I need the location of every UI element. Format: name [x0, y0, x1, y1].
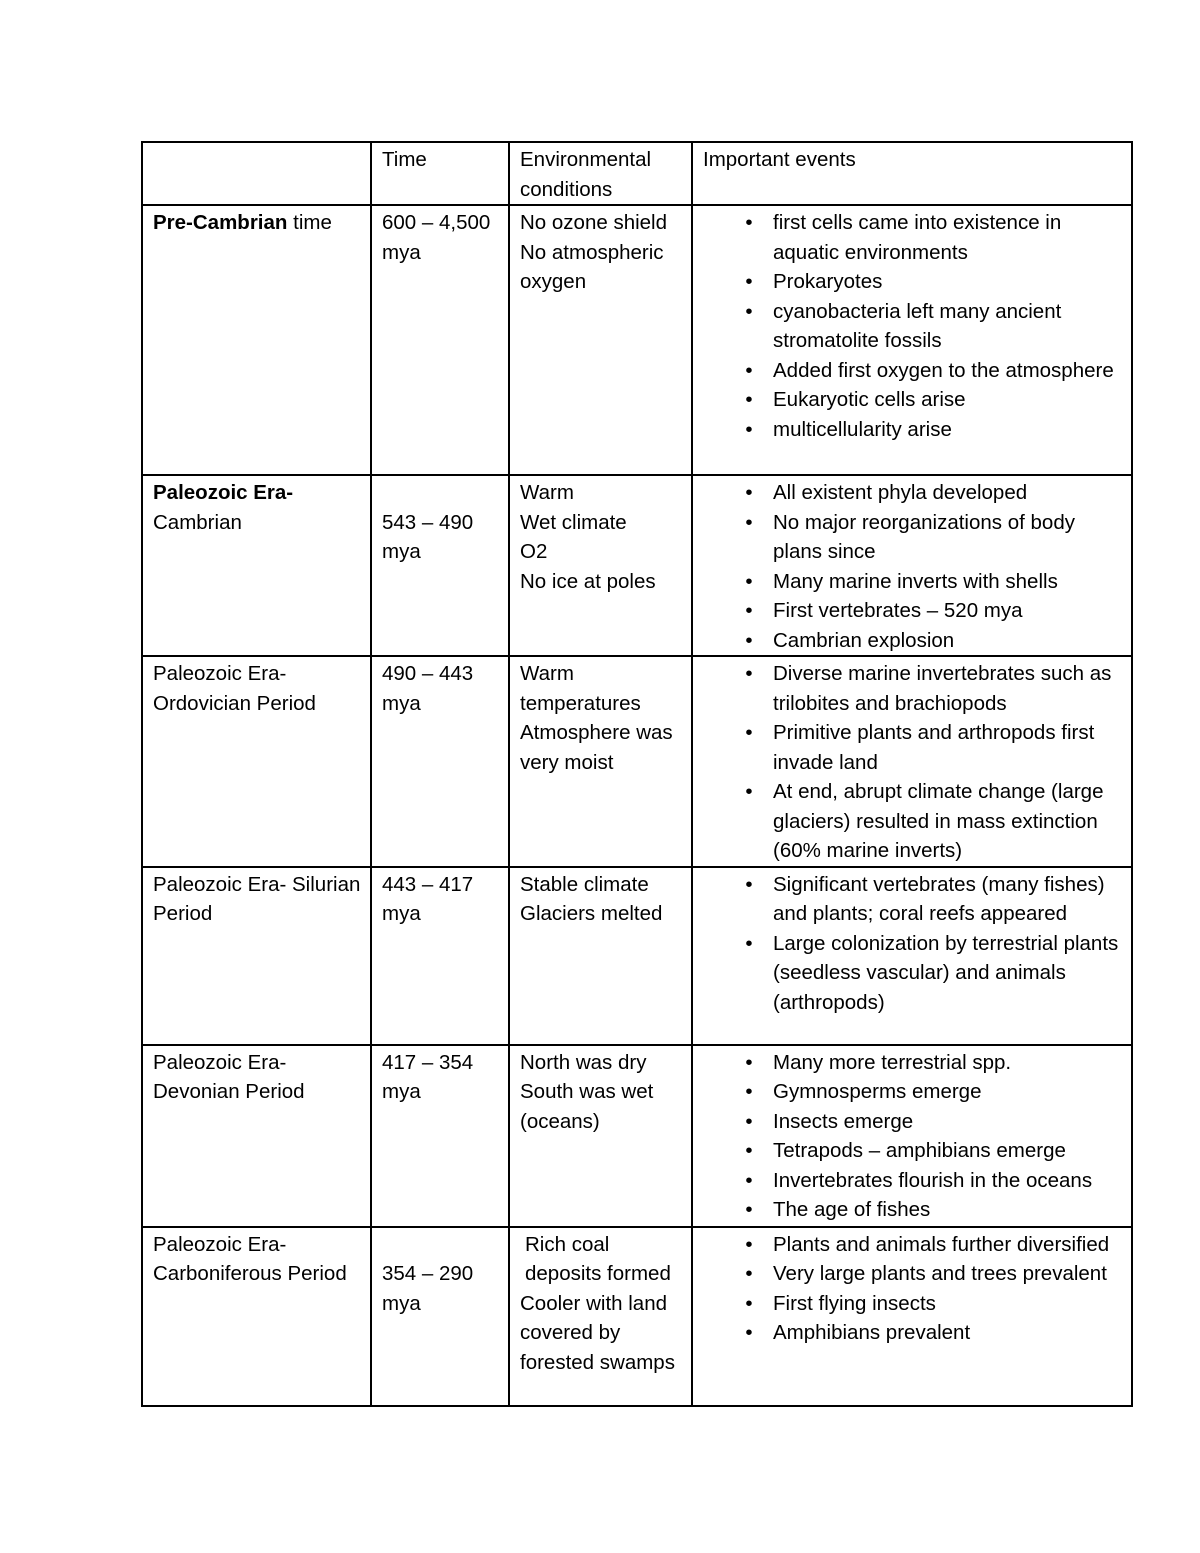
table-row [142, 1227, 1132, 1406]
condition-line: Stable climate [520, 872, 649, 896]
bullet-icon: • [745, 1198, 753, 1221]
bullet-icon: • [745, 1139, 753, 1162]
geologic-time-table [141, 141, 1133, 1407]
bullet-icon: • [745, 417, 753, 441]
events-list [703, 478, 1125, 655]
bullet-icon: • [745, 569, 753, 593]
list-item: • The age of fishes [703, 1195, 1125, 1225]
list-item: • Large colonization by terrestrial plants (seedless vascular) and animals (arthropods) [703, 929, 1125, 1018]
events-list [703, 659, 1125, 866]
time-cell: 417 – 354 mya [371, 1045, 509, 1227]
condition-line: No ozone shield [520, 211, 668, 234]
condition-line: Rich coal deposits formed [525, 1232, 671, 1285]
conditions-cell [509, 1227, 692, 1406]
list-item: • Diverse marine invertebrates such as trilobites and brachiopods [703, 659, 1125, 718]
list-item: • Significant vertebrates (many fishes) and plants; coral reefs appeared [703, 870, 1125, 929]
bullet-icon: • [745, 872, 753, 896]
bullet-icon: • [745, 1232, 753, 1256]
era-name-bold: Pre-Cambrian [153, 211, 288, 234]
era-name-bold: Paleozoic Era- [153, 481, 294, 504]
list-item: • Amphibians prevalent [703, 1318, 1125, 1348]
events-list [703, 208, 1125, 444]
conditions-cell [509, 205, 692, 475]
list-item: • multicellularity arise [703, 415, 1125, 445]
condition-line: No atmospheric oxygen [520, 240, 664, 293]
list-item: • First vertebrates – 520 mya [703, 596, 1125, 626]
header-cell-era [142, 142, 371, 205]
era-cell [142, 475, 371, 656]
condition-line: South was wet (oceans) [520, 1080, 654, 1133]
table-row [142, 1045, 1132, 1227]
events-cell [692, 656, 1132, 867]
condition-line: Warm temperatures [520, 662, 641, 715]
list-item: • Many more terrestrial spp. [703, 1048, 1125, 1078]
bullet-icon: • [745, 721, 753, 744]
condition-line: North was dry [520, 1050, 647, 1074]
condition-line: Warm [520, 481, 574, 504]
header-row [142, 142, 1132, 205]
bullet-icon: • [745, 1262, 753, 1285]
era-cell [142, 205, 371, 475]
list-item: • Added first oxygen to the atmosphere [703, 356, 1125, 386]
table-row [142, 867, 1132, 1045]
header-cell-time: Time [371, 142, 509, 205]
table-row [142, 475, 1132, 656]
header-cell-events: Important events [692, 142, 1132, 205]
condition-line: Glaciers melted [520, 902, 663, 925]
condition-line: Atmosphere was very moist [520, 721, 673, 774]
conditions-cell [509, 1045, 692, 1227]
events-cell [692, 475, 1132, 656]
era-name: time [287, 211, 332, 234]
bullet-icon: • [745, 1321, 753, 1344]
events-list [703, 1048, 1125, 1225]
time-cell [371, 1227, 509, 1406]
list-item: • Insects emerge [703, 1107, 1125, 1137]
conditions-cell [509, 475, 692, 656]
time-cell [371, 475, 509, 656]
bullet-icon: • [745, 299, 753, 323]
bullet-icon: • [745, 780, 753, 803]
events-cell [692, 1227, 1132, 1406]
list-item: • Primitive plants and arthropods first invade land [703, 718, 1125, 777]
list-item: • Many marine inverts with shells [703, 567, 1125, 597]
condition-line: Cooler with land covered by forested swamps [520, 1291, 675, 1374]
era-cell: Paleozoic Era- Devonian Period [142, 1045, 371, 1227]
events-list [703, 870, 1125, 1018]
bullet-icon: • [745, 211, 753, 234]
condition-line: O2 [520, 540, 548, 563]
time-cell: 490 – 443 mya [371, 656, 509, 867]
list-item: • Cambrian explosion [703, 626, 1125, 656]
bullet-icon: • [745, 931, 753, 955]
table-row [142, 656, 1132, 867]
events-cell [692, 1045, 1132, 1227]
bullet-icon: • [745, 628, 753, 652]
events-cell [692, 867, 1132, 1045]
list-item: • Prokaryotes [703, 267, 1125, 297]
bullet-icon: • [745, 1109, 753, 1133]
bullet-icon: • [745, 270, 753, 293]
events-cell [692, 205, 1132, 475]
era-cell: Paleozoic Era- Ordovician Period [142, 656, 371, 867]
time-value: 354 – 290 mya [382, 1262, 474, 1315]
list-item: • Eukaryotic cells arise [703, 385, 1125, 415]
list-item: • First flying insects [703, 1289, 1125, 1319]
list-item: • Gymnosperms emerge [703, 1077, 1125, 1107]
condition-line: No ice at poles [520, 569, 656, 593]
bullet-icon: • [745, 1050, 753, 1074]
bullet-icon: • [745, 481, 753, 504]
events-list [703, 1230, 1125, 1348]
list-item: • Tetrapods – amphibians emerge [703, 1136, 1125, 1166]
list-item: • Plants and animals further diversified [703, 1230, 1125, 1260]
bullet-icon: • [745, 1080, 753, 1103]
list-item: • All existent phyla developed [703, 478, 1125, 508]
list-item: • Very large plants and trees prevalent [703, 1259, 1125, 1289]
time-cell: 443 – 417 mya [371, 867, 509, 1045]
bullet-icon: • [745, 1168, 753, 1192]
table-row [142, 205, 1132, 475]
bullet-icon: • [745, 599, 753, 622]
list-item: • At end, abrupt climate change (large glaciers) resulted in mass extinction (60% marine inverts) [703, 777, 1125, 866]
header-cell-conditions: Environmental conditions [509, 142, 692, 205]
bullet-icon: • [745, 662, 753, 685]
list-item: • cyanobacteria left many ancient stromatolite fossils [703, 297, 1125, 356]
era-cell: Paleozoic Era- Carboniferous Period [142, 1227, 371, 1406]
bullet-icon: • [745, 1291, 753, 1315]
conditions-cell [509, 656, 692, 867]
conditions-cell [509, 867, 692, 1045]
time-value: 543 – 490 mya [382, 510, 474, 563]
time-cell: 600 – 4,500 mya [371, 205, 509, 475]
bullet-icon: • [745, 388, 753, 411]
era-name: Cambrian [153, 510, 242, 534]
bullet-icon: • [745, 510, 753, 534]
era-cell: Paleozoic Era- Silurian Period [142, 867, 371, 1045]
list-item: • No major reorganizations of body plans since [703, 508, 1125, 567]
condition-line: Wet climate [520, 510, 627, 534]
list-item: • first cells came into existence in aquatic environments [703, 208, 1125, 267]
list-item: • Invertebrates flourish in the oceans [703, 1166, 1125, 1196]
bullet-icon: • [745, 358, 753, 382]
